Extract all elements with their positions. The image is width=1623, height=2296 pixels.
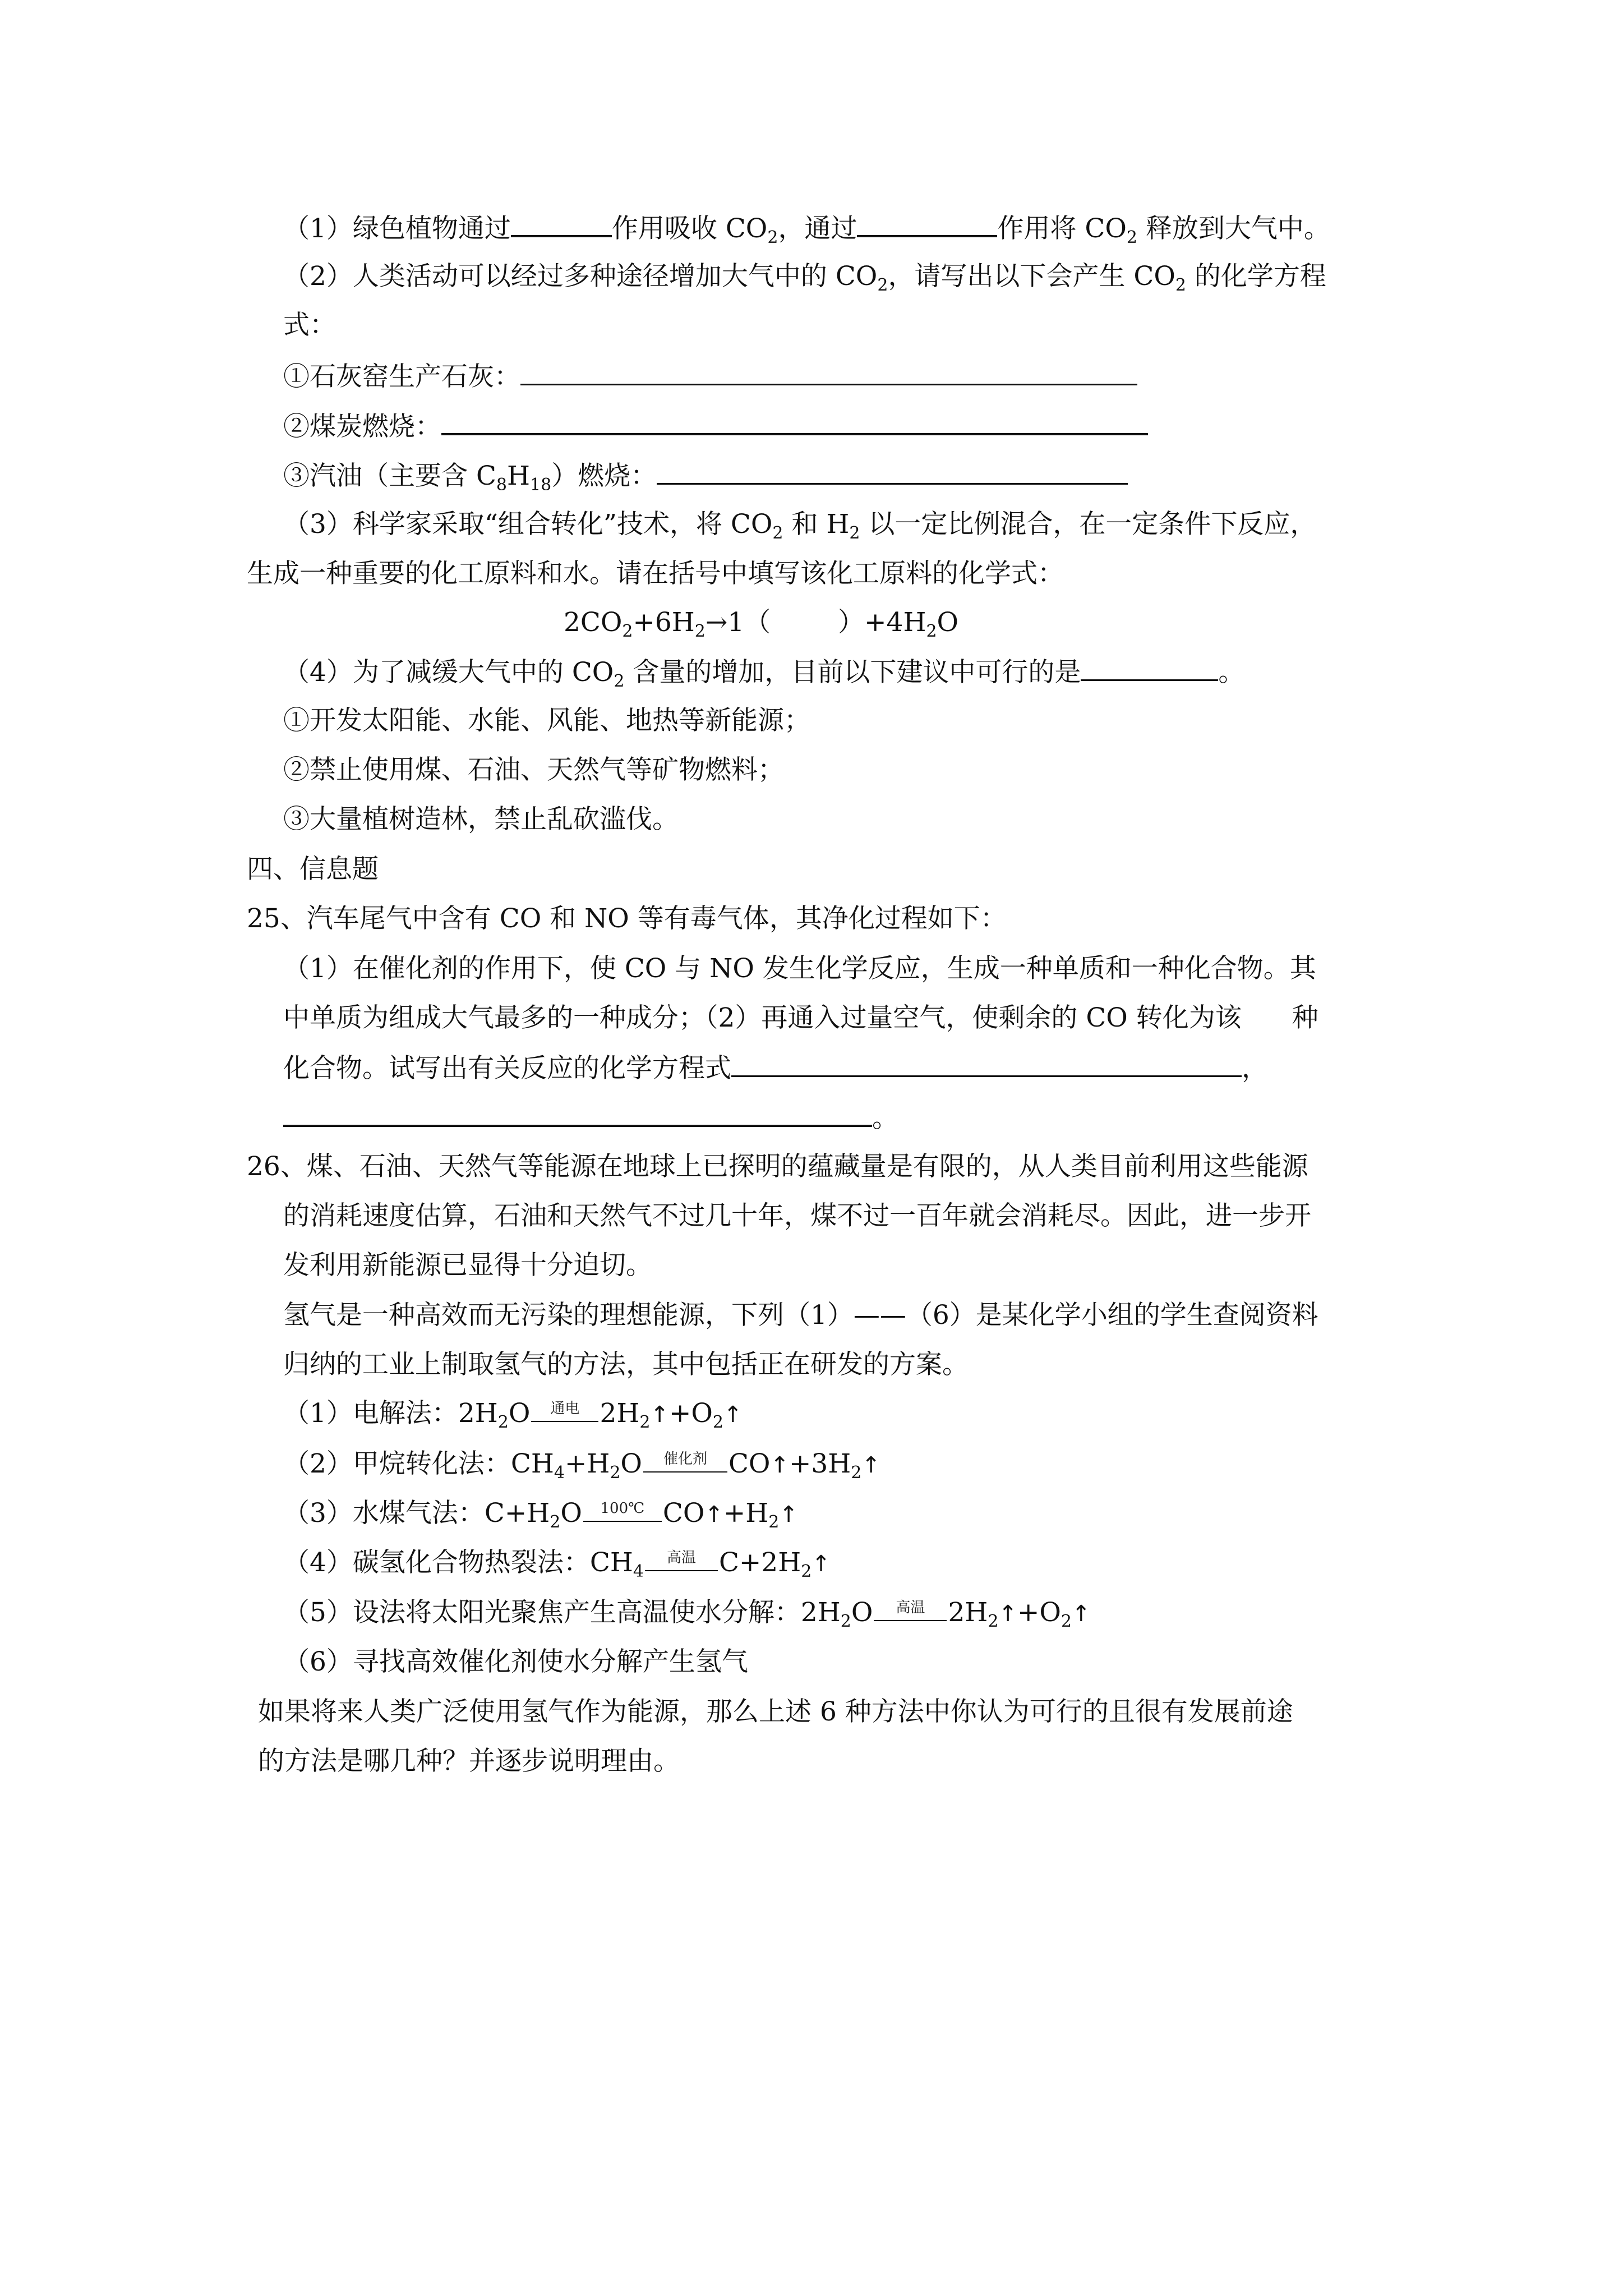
q24-part1: （1）绿色植物通过 作用吸收 $CO_2$，通过 作用将 $CO_2$ 释放到大气中。 (283, 210, 1330, 244)
reaction-condition: 通电 (531, 1398, 598, 1422)
answer-blank[interactable] (731, 1051, 1242, 1077)
q26-method1: （1）电解法：$2H_2O$ 通电 $2H_2↑+O_2↑$ (283, 1398, 743, 1432)
reaction-condition: 催化剂 (643, 1449, 727, 1473)
q24-part2-line1: （2）人类活动可以经过多种途径增加大气中的 $CO_2$，请写出以下会产生 $CO_2$ 的化学方程 (283, 261, 1326, 295)
gas-arrow-icon: ↑ (650, 1402, 669, 1428)
answer-blank[interactable] (857, 210, 997, 237)
section-heading: 四、信息题 (247, 854, 379, 885)
q26-line1: 26、煤、石油、天然气等能源在地球上已探明的蕴藏量是有限的，从人类目前利用这些能源 (247, 1151, 1308, 1182)
q26-line3: 发利用新能源已显得十分迫切。 (283, 1250, 652, 1281)
q24-option1: ①开发太阳能、水能、风能、地热等新能源； (283, 705, 810, 736)
reaction-condition: 100℃ (583, 1498, 662, 1522)
gas-arrow-icon: ↑ (704, 1502, 723, 1527)
gas-arrow-icon: ↑ (1071, 1601, 1091, 1627)
answer-blank[interactable] (657, 458, 1128, 485)
gas-arrow-icon: ↑ (811, 1551, 831, 1577)
q24-option2: ②禁止使用煤、石油、天然气等矿物燃料； (283, 754, 784, 785)
q24-part3-line1: （3）科学家采取“组合转化”技术，将 $CO_2$ 和 $H_2$ 以一定比例混合，在一定条件下反应， (283, 509, 1317, 543)
q24-item3: ③汽油（主要含 $C_8H_{18}$）燃烧： (283, 458, 1128, 492)
answer-blank[interactable] (520, 359, 1137, 385)
q26-method5: （5）设法将太阳光聚焦产生高温使水分解：$2H_2O$ 高温 $2H_2↑+O_2↑$ (283, 1597, 1091, 1631)
q25-line2: （1）在催化剂的作用下，使 CO 与 NO 发生化学反应，生成一种单质和一种化合物。其 (283, 953, 1316, 984)
answer-blank[interactable] (441, 408, 1148, 435)
q25-line5: 。 (283, 1100, 898, 1134)
q26-method3: （3）水煤气法：$C+H_2O$ 100℃ $CO↑+H_2↑$ (283, 1498, 798, 1532)
q25-line3: 中单质为组成大气最多的一种成分；（2）再通入过量空气，使剩余的 CO 转化为该 种 (283, 1002, 1318, 1033)
q26-method4: （4）碳氢化合物热裂法：$CH_4$ 高温 $C+2H_2↑$ (283, 1547, 831, 1581)
q24-item1: ①石灰窑生产石灰： (283, 359, 1137, 393)
gas-arrow-icon: ↑ (779, 1502, 798, 1527)
q24-option3: ③大量植树造林，禁止乱砍滥伐。 (283, 804, 679, 835)
answer-blank[interactable] (511, 210, 612, 237)
q26-question-line1: 如果将来人类广泛使用氢气作为能源，那么上述 6 种方法中你认为可行的且很有发展前途 (258, 1696, 1293, 1727)
gas-arrow-icon: ↑ (998, 1601, 1017, 1627)
reaction-condition: 高温 (874, 1598, 947, 1621)
q25-line4: 化合物。试写出有关反应的化学方程式 ， (283, 1051, 1268, 1084)
q24-part2-line2: 式： (283, 310, 336, 341)
q24-part3-line2: 生成一种重要的化工原料和水。请在括号中填写该化工原料的化学式： (247, 558, 1064, 589)
answer-blank[interactable] (1081, 655, 1218, 681)
gas-arrow-icon: ↑ (770, 1452, 789, 1478)
gas-arrow-icon: ↑ (861, 1452, 880, 1478)
q26-line4: 氢气是一种高效而无污染的理想能源，下列（1）——（6）是某化学小组的学生查阅资料 (283, 1300, 1318, 1331)
q24-part4: （4）为了减缓大气中的 $CO_2$ 含量的增加，目前以下建议中可行的是 。 (283, 655, 1244, 688)
q24-item2: ②煤炭燃烧： (283, 408, 1148, 442)
reaction-condition: 高温 (645, 1548, 718, 1571)
q26-question-line2: 的方法是哪几种？并逐步说明理由。 (258, 1746, 680, 1777)
gas-arrow-icon: ↑ (723, 1402, 743, 1428)
q24-equation: $2CO_2+6H_2\to 1$（ ）$+4H_2O$ (564, 607, 959, 641)
q26-method6: （6）寻找高效催化剂使水分解产生氢气 (283, 1646, 748, 1677)
answer-blank[interactable] (283, 1100, 872, 1127)
q25-line1: 25、汽车尾气中含有 CO 和 NO 等有毒气体，其净化过程如下： (247, 903, 1007, 934)
q26-line5: 归纳的工业上制取氢气的方法，其中包括正在研发的方案。 (283, 1349, 969, 1380)
q26-method2: （2）甲烷转化法：$CH_4+H_2O$ 催化剂 $CO↑+3H_2↑$ (283, 1448, 880, 1483)
q26-line2: 的消耗速度估算，石油和天然气不过几十年，煤不过一百年就会消耗尽。因此，进一步开 (283, 1200, 1311, 1231)
